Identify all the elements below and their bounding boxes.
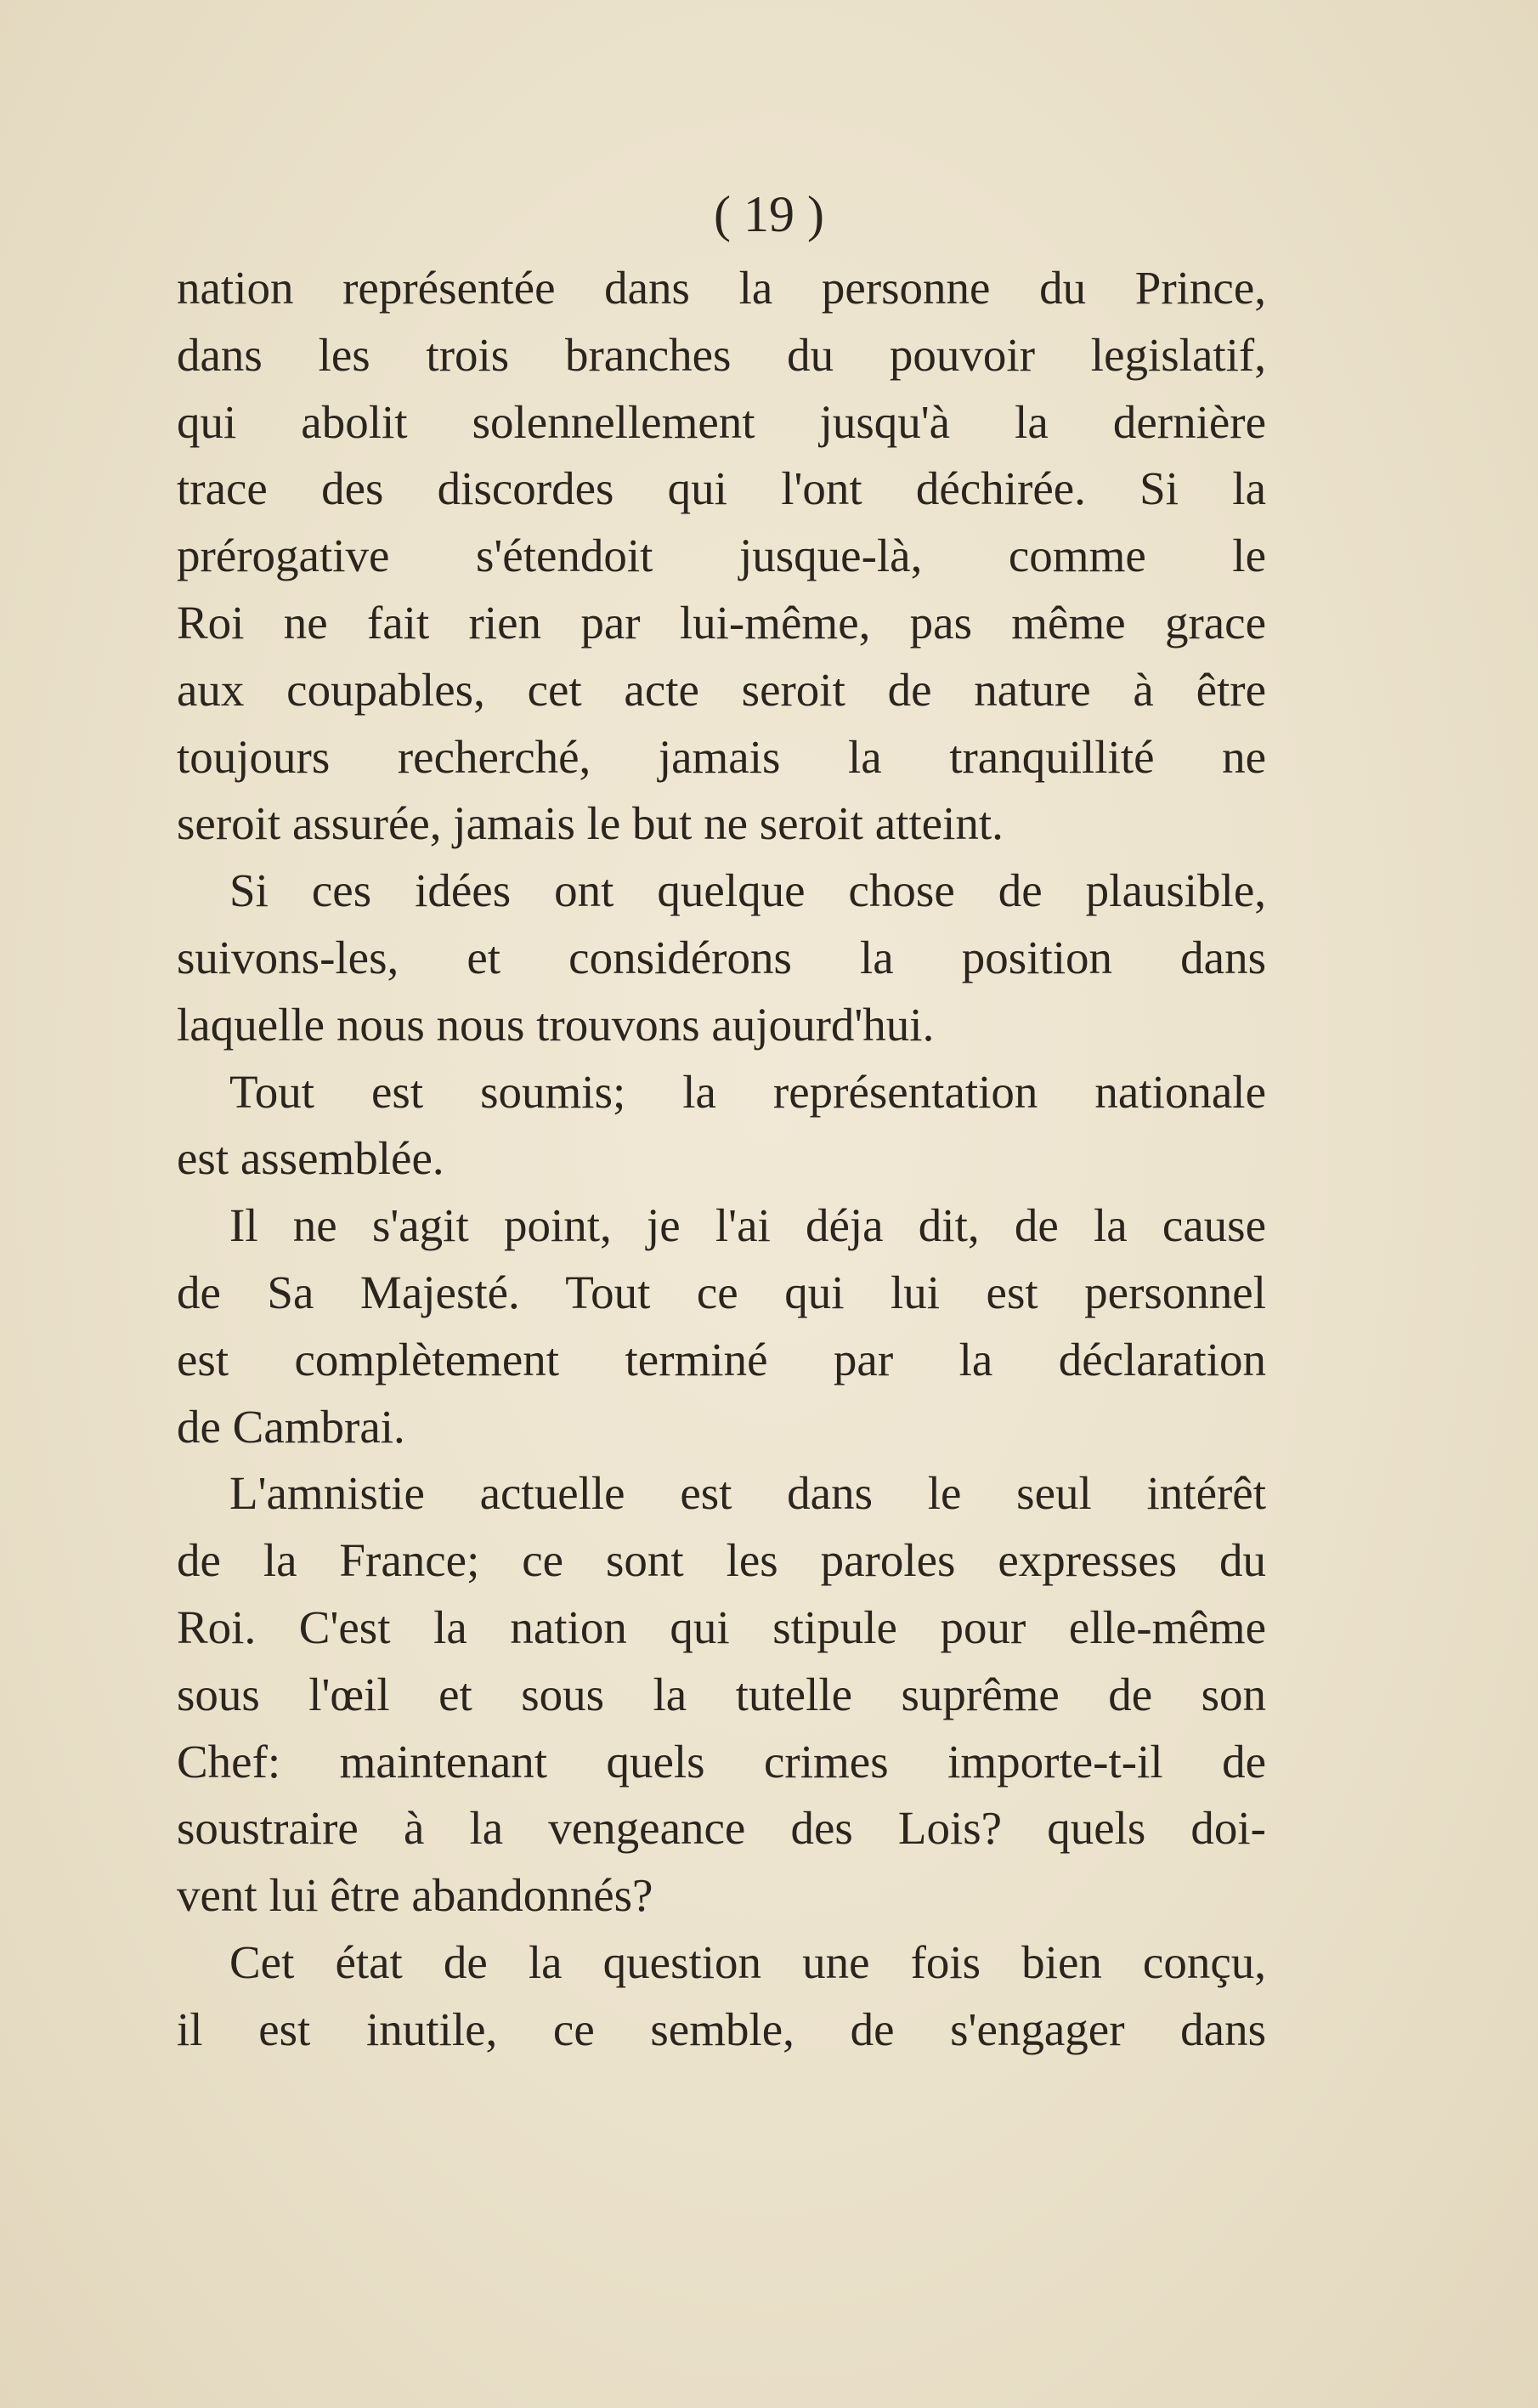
text-line: nation représentée dans la personne du Prince,	[177, 262, 1266, 314]
text-line: Si ces idées ont quelque chose de plausible,	[229, 864, 1266, 917]
page-number: ( 19 )	[714, 186, 824, 242]
text-line: trace des discordes qui l'ont déchirée. Si la	[177, 462, 1266, 515]
text-line: est complètement terminé par la déclaration	[177, 1333, 1266, 1385]
text-line: Chef: maintenant quels crimes importe-t-il de	[177, 1735, 1266, 1788]
text-line: L'amnistie actuelle est dans le seul intérêt	[229, 1467, 1266, 1520]
text-line: Roi. C'est la nation qui stipule pour elle-même	[177, 1601, 1266, 1653]
text-line: Il ne s'agit point, je l'ai déja dit, de la cause	[229, 1199, 1266, 1252]
text-line: aux coupables, cet acte seroit de nature à être	[177, 663, 1266, 716]
text-line: de la France; ce sont les paroles expresses du	[177, 1534, 1266, 1587]
text-line: sous l'œil et sous la tutelle suprême de son	[177, 1668, 1266, 1720]
text-line: soustraire à la vengeance des Lois? quels doi-	[177, 1802, 1266, 1855]
text-line: Tout est soumis; la représentation nationale	[229, 1065, 1266, 1118]
text-line: de Sa Majesté. Tout ce qui lui est personnel	[177, 1266, 1266, 1318]
text-line: suivons-les, et considérons la position dans	[177, 931, 1266, 983]
text-line: qui abolit solennellement jusqu'à la dernière	[177, 395, 1266, 448]
text-line: prérogative s'étendoit jusque-là, comme le	[177, 530, 1266, 582]
text-line: laquelle nous nous trouvons aujourd'hui.	[177, 998, 935, 1051]
body-text	[177, 255, 1266, 2064]
text-line: dans les trois branches du pouvoir legislatif,	[177, 328, 1266, 381]
text-line: seroit assurée, jamais le but ne seroit atteint.	[177, 797, 1004, 850]
text-line: Cet état de la question une fois bien conçu,	[229, 1935, 1266, 1988]
text-line: il est inutile, ce semble, de s'engager dans	[177, 2003, 1266, 2055]
text-line: est assemblée.	[177, 1132, 444, 1185]
text-line: de Cambrai.	[177, 1400, 405, 1453]
text-line: toujours recherché, jamais la tranquillité ne	[177, 730, 1266, 783]
text-line: Roi ne fait rien par lui-même, pas même grace	[177, 596, 1266, 649]
text-line: vent lui être abandonnés?	[177, 1869, 653, 1922]
